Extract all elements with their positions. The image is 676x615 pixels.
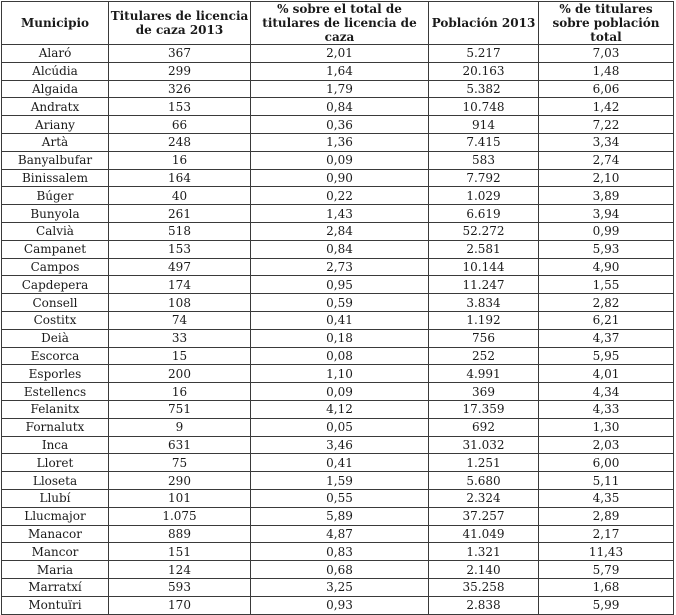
cell-porcentaje-total: 0,84 <box>251 240 429 258</box>
cell-porcentaje-poblacion: 4,35 <box>539 489 674 507</box>
cell-porcentaje-poblacion: 1,68 <box>539 578 674 596</box>
cell-porcentaje-poblacion: 1,55 <box>539 276 674 294</box>
cell-porcentaje-total: 0,22 <box>251 187 429 205</box>
cell-titulares: 66 <box>109 116 251 134</box>
cell-poblacion: 2.838 <box>429 596 539 614</box>
cell-poblacion: 692 <box>429 418 539 436</box>
cell-porcentaje-total: 0,84 <box>251 98 429 116</box>
cell-porcentaje-total: 4,87 <box>251 525 429 543</box>
cell-porcentaje-total: 1,10 <box>251 365 429 383</box>
cell-titulares: 16 <box>109 383 251 401</box>
cell-porcentaje-poblacion: 3,89 <box>539 187 674 205</box>
cell-municipio: Llubí <box>2 489 109 507</box>
cell-municipio: Felanitx <box>2 400 109 418</box>
cell-porcentaje-poblacion: 4,33 <box>539 400 674 418</box>
table-row <box>2 80 674 98</box>
table-row <box>2 151 674 169</box>
cell-porcentaje-total: 0,55 <box>251 489 429 507</box>
table-row <box>2 240 674 258</box>
cell-municipio: Banyalbufar <box>2 151 109 169</box>
cell-poblacion: 6.619 <box>429 205 539 223</box>
cell-titulares: 248 <box>109 133 251 151</box>
cell-municipio: Búger <box>2 187 109 205</box>
cell-titulares: 153 <box>109 240 251 258</box>
cell-municipio: Calvià <box>2 222 109 240</box>
cell-porcentaje-poblacion: 1,42 <box>539 98 674 116</box>
cell-titulares: 40 <box>109 187 251 205</box>
cell-poblacion: 52.272 <box>429 222 539 240</box>
cell-porcentaje-total: 0,83 <box>251 543 429 561</box>
cell-poblacion: 35.258 <box>429 578 539 596</box>
cell-titulares: 74 <box>109 311 251 329</box>
header-porcentaje-total: % sobre el total de titulares de licencia de caza <box>251 2 429 45</box>
cell-porcentaje-total: 2,73 <box>251 258 429 276</box>
cell-municipio: Fornalutx <box>2 418 109 436</box>
cell-porcentaje-poblacion: 2,10 <box>539 169 674 187</box>
cell-poblacion: 5.382 <box>429 80 539 98</box>
cell-titulares: 9 <box>109 418 251 436</box>
table-row <box>2 418 674 436</box>
cell-municipio: Manacor <box>2 525 109 543</box>
cell-municipio: Mancor <box>2 543 109 561</box>
table-row <box>2 507 674 525</box>
table-row <box>2 561 674 579</box>
cell-titulares: 15 <box>109 347 251 365</box>
cell-porcentaje-poblacion: 4,34 <box>539 383 674 401</box>
cell-porcentaje-total: 0,95 <box>251 276 429 294</box>
table-row <box>2 222 674 240</box>
table-row <box>2 258 674 276</box>
table-row <box>2 187 674 205</box>
cell-municipio: Maria <box>2 561 109 579</box>
cell-titulares: 101 <box>109 489 251 507</box>
cell-municipio: Alcúdia <box>2 62 109 80</box>
cell-porcentaje-poblacion: 2,17 <box>539 525 674 543</box>
table-row <box>2 596 674 614</box>
table-row <box>2 436 674 454</box>
cell-titulares: 367 <box>109 45 251 63</box>
cell-titulares: 33 <box>109 329 251 347</box>
cell-poblacion: 914 <box>429 116 539 134</box>
cell-poblacion: 1.029 <box>429 187 539 205</box>
cell-poblacion: 756 <box>429 329 539 347</box>
table-row <box>2 98 674 116</box>
table-row <box>2 329 674 347</box>
table-row <box>2 62 674 80</box>
cell-poblacion: 2.581 <box>429 240 539 258</box>
cell-poblacion: 17.359 <box>429 400 539 418</box>
cell-porcentaje-total: 0,05 <box>251 418 429 436</box>
cell-porcentaje-total: 0,59 <box>251 294 429 312</box>
cell-titulares: 497 <box>109 258 251 276</box>
cell-poblacion: 11.247 <box>429 276 539 294</box>
cell-municipio: Bunyola <box>2 205 109 223</box>
cell-municipio: Binissalem <box>2 169 109 187</box>
cell-municipio: Algaida <box>2 80 109 98</box>
cell-titulares: 631 <box>109 436 251 454</box>
table-row <box>2 133 674 151</box>
cell-municipio: Costitx <box>2 311 109 329</box>
table-row <box>2 472 674 490</box>
cell-titulares: 153 <box>109 98 251 116</box>
cell-municipio: Escorca <box>2 347 109 365</box>
cell-porcentaje-total: 2,01 <box>251 45 429 63</box>
table-row <box>2 116 674 134</box>
cell-titulares: 200 <box>109 365 251 383</box>
cell-poblacion: 3.834 <box>429 294 539 312</box>
cell-porcentaje-poblacion: 2,89 <box>539 507 674 525</box>
cell-titulares: 326 <box>109 80 251 98</box>
header-titulares: Titulares de licencia de caza 2013 <box>109 2 251 45</box>
cell-porcentaje-total: 1,36 <box>251 133 429 151</box>
cell-porcentaje-total: 0,09 <box>251 383 429 401</box>
cell-municipio: Marratxí <box>2 578 109 596</box>
cell-poblacion: 37.257 <box>429 507 539 525</box>
cell-poblacion: 583 <box>429 151 539 169</box>
cell-municipio: Ariany <box>2 116 109 134</box>
table-body <box>2 45 674 615</box>
cell-porcentaje-poblacion: 11,43 <box>539 543 674 561</box>
cell-porcentaje-poblacion: 5,79 <box>539 561 674 579</box>
cell-porcentaje-total: 0,93 <box>251 596 429 614</box>
cell-porcentaje-total: 0,41 <box>251 454 429 472</box>
cell-poblacion: 369 <box>429 383 539 401</box>
cell-porcentaje-poblacion: 5,11 <box>539 472 674 490</box>
table-row <box>2 400 674 418</box>
cell-porcentaje-total: 0,90 <box>251 169 429 187</box>
cell-porcentaje-poblacion: 2,74 <box>539 151 674 169</box>
cell-poblacion: 20.163 <box>429 62 539 80</box>
cell-titulares: 751 <box>109 400 251 418</box>
cell-titulares: 170 <box>109 596 251 614</box>
cell-porcentaje-total: 5,89 <box>251 507 429 525</box>
cell-porcentaje-poblacion: 5,99 <box>539 596 674 614</box>
table-row <box>2 311 674 329</box>
cell-titulares: 164 <box>109 169 251 187</box>
cell-municipio: Montuïri <box>2 596 109 614</box>
table-row <box>2 45 674 63</box>
cell-porcentaje-total: 3,46 <box>251 436 429 454</box>
cell-poblacion: 10.144 <box>429 258 539 276</box>
table-row <box>2 294 674 312</box>
cell-municipio: Llucmajor <box>2 507 109 525</box>
cell-porcentaje-poblacion: 4,01 <box>539 365 674 383</box>
table-row <box>2 205 674 223</box>
cell-porcentaje-poblacion: 1,30 <box>539 418 674 436</box>
cell-porcentaje-poblacion: 3,34 <box>539 133 674 151</box>
cell-porcentaje-total: 0,18 <box>251 329 429 347</box>
cell-poblacion: 2.324 <box>429 489 539 507</box>
cell-porcentaje-total: 0,09 <box>251 151 429 169</box>
cell-poblacion: 1.192 <box>429 311 539 329</box>
table-row <box>2 543 674 561</box>
cell-porcentaje-poblacion: 7,22 <box>539 116 674 134</box>
cell-titulares: 75 <box>109 454 251 472</box>
cell-porcentaje-poblacion: 6,00 <box>539 454 674 472</box>
cell-municipio: Campos <box>2 258 109 276</box>
table-row <box>2 454 674 472</box>
cell-municipio: Estellencs <box>2 383 109 401</box>
cell-porcentaje-poblacion: 6,06 <box>539 80 674 98</box>
cell-poblacion: 1.251 <box>429 454 539 472</box>
cell-poblacion: 252 <box>429 347 539 365</box>
cell-porcentaje-poblacion: 2,03 <box>539 436 674 454</box>
cell-porcentaje-poblacion: 0,99 <box>539 222 674 240</box>
cell-poblacion: 7.792 <box>429 169 539 187</box>
cell-porcentaje-poblacion: 4,90 <box>539 258 674 276</box>
cell-municipio: Lloret <box>2 454 109 472</box>
header-row <box>2 2 674 45</box>
cell-porcentaje-total: 1,64 <box>251 62 429 80</box>
cell-porcentaje-total: 4,12 <box>251 400 429 418</box>
cell-poblacion: 10.748 <box>429 98 539 116</box>
hunting-license-table <box>1 1 674 615</box>
table-row <box>2 383 674 401</box>
header-municipio: Municipio <box>2 2 109 45</box>
cell-municipio: Campanet <box>2 240 109 258</box>
cell-poblacion: 5.680 <box>429 472 539 490</box>
cell-titulares: 290 <box>109 472 251 490</box>
cell-poblacion: 2.140 <box>429 561 539 579</box>
table-row <box>2 169 674 187</box>
cell-titulares: 1.075 <box>109 507 251 525</box>
cell-titulares: 518 <box>109 222 251 240</box>
header-poblacion: Población 2013 <box>429 2 539 45</box>
cell-municipio: Deià <box>2 329 109 347</box>
cell-porcentaje-total: 2,84 <box>251 222 429 240</box>
cell-municipio: Capdepera <box>2 276 109 294</box>
cell-municipio: Consell <box>2 294 109 312</box>
cell-municipio: Esporles <box>2 365 109 383</box>
cell-titulares: 593 <box>109 578 251 596</box>
cell-poblacion: 4.991 <box>429 365 539 383</box>
cell-porcentaje-poblacion: 5,95 <box>539 347 674 365</box>
cell-porcentaje-poblacion: 7,03 <box>539 45 674 63</box>
cell-porcentaje-total: 1,43 <box>251 205 429 223</box>
cell-poblacion: 31.032 <box>429 436 539 454</box>
cell-titulares: 261 <box>109 205 251 223</box>
cell-poblacion: 41.049 <box>429 525 539 543</box>
cell-titulares: 16 <box>109 151 251 169</box>
cell-titulares: 174 <box>109 276 251 294</box>
cell-titulares: 151 <box>109 543 251 561</box>
cell-titulares: 299 <box>109 62 251 80</box>
header-porcentaje-poblacion: % de titulares sobre población total <box>539 2 674 45</box>
cell-porcentaje-total: 3,25 <box>251 578 429 596</box>
cell-porcentaje-poblacion: 3,94 <box>539 205 674 223</box>
cell-poblacion: 5.217 <box>429 45 539 63</box>
cell-titulares: 889 <box>109 525 251 543</box>
cell-municipio: Lloseta <box>2 472 109 490</box>
cell-porcentaje-total: 1,59 <box>251 472 429 490</box>
cell-titulares: 108 <box>109 294 251 312</box>
cell-porcentaje-poblacion: 1,48 <box>539 62 674 80</box>
cell-porcentaje-total: 0,08 <box>251 347 429 365</box>
cell-municipio: Alaró <box>2 45 109 63</box>
cell-porcentaje-poblacion: 4,37 <box>539 329 674 347</box>
table-row <box>2 525 674 543</box>
cell-municipio: Andratx <box>2 98 109 116</box>
cell-poblacion: 7.415 <box>429 133 539 151</box>
cell-municipio: Artà <box>2 133 109 151</box>
cell-titulares: 124 <box>109 561 251 579</box>
table-row <box>2 365 674 383</box>
table-row <box>2 489 674 507</box>
table-row <box>2 578 674 596</box>
cell-porcentaje-total: 0,36 <box>251 116 429 134</box>
cell-porcentaje-total: 0,41 <box>251 311 429 329</box>
table-row <box>2 276 674 294</box>
table-row <box>2 347 674 365</box>
cell-porcentaje-poblacion: 6,21 <box>539 311 674 329</box>
cell-porcentaje-total: 1,79 <box>251 80 429 98</box>
cell-porcentaje-poblacion: 2,82 <box>539 294 674 312</box>
cell-porcentaje-total: 0,68 <box>251 561 429 579</box>
cell-municipio: Inca <box>2 436 109 454</box>
cell-poblacion: 1.321 <box>429 543 539 561</box>
cell-porcentaje-poblacion: 5,93 <box>539 240 674 258</box>
